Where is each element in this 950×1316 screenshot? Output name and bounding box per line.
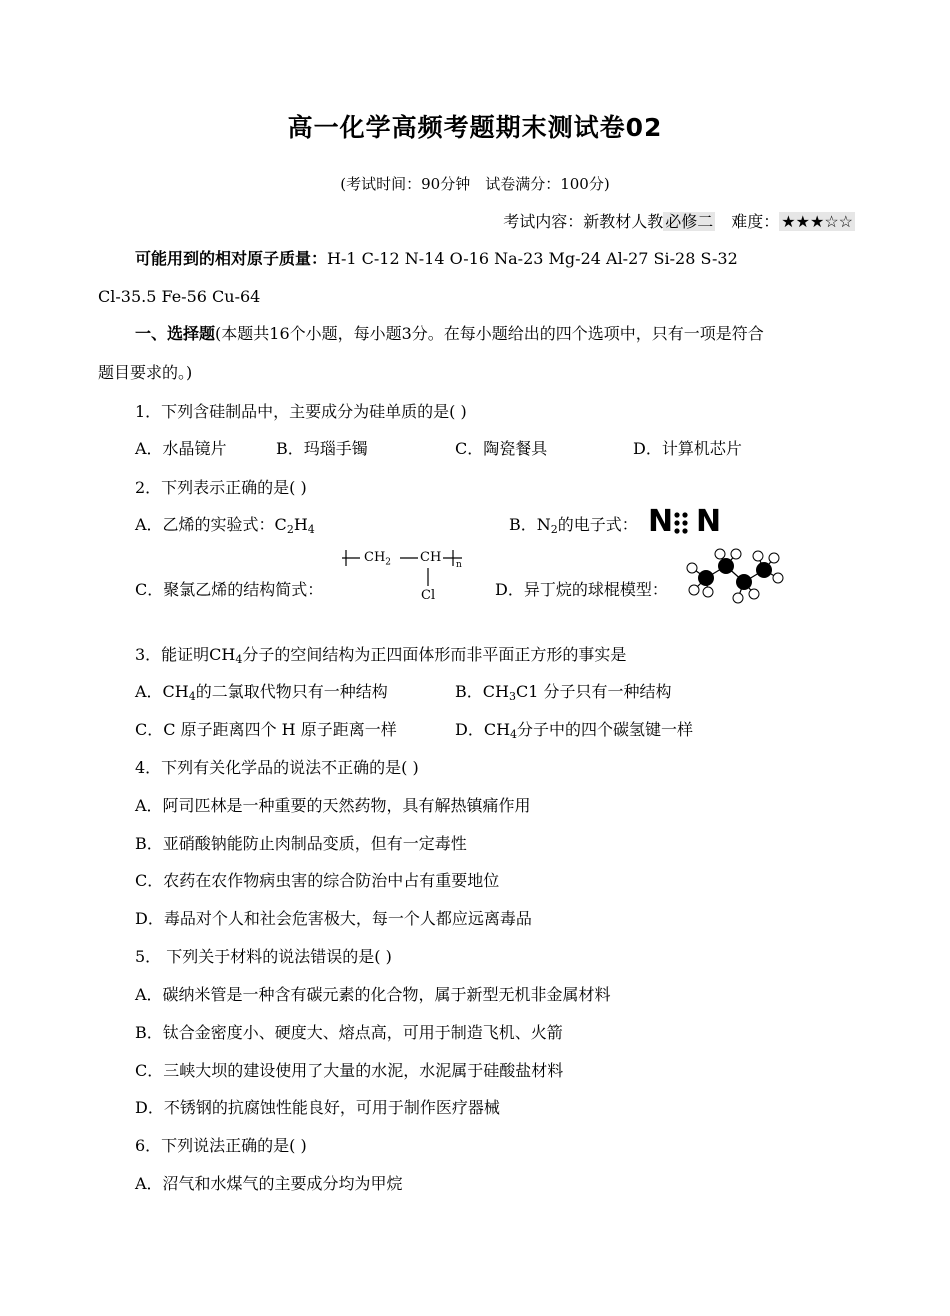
page-title: 高一化学高频考题期末测试卷02 (287, 113, 663, 142)
q5-stem: 5． 下列关于材料的说法错误的是( ) (135, 947, 392, 966)
q3-option-a: A．$CH_4$的二氯取代物只有一种结构 (135, 682, 388, 703)
q6-stem: 6．下列说法正确的是( ) (135, 1136, 307, 1155)
content-shaded: 必修二 (665, 212, 714, 231)
content-label: 考试内容：新教材人教 (503, 212, 664, 231)
q5-option-a: A．碳纳米管是一种含有碳元素的化合物，属于新型无机非金属材料 (135, 985, 611, 1004)
q5-option-b: B．钛合金密度小、硬度大、熔点高，可用于制造飞机、火箭 (135, 1023, 563, 1042)
atomic-mass-values: H-1 C-12 N-14 O-16 Na-23 Mg-24 Al-27 Si-28 S-32 (327, 249, 738, 268)
q4-option-a: A．阿司匹林是一种重要的天然药物，具有解热镇痛作用 (135, 796, 531, 815)
n-atom-left: N (648, 504, 674, 539)
pvc-structure (340, 546, 470, 608)
q2-option-a: A．乙烯的实验式：$C_2H_4$ (135, 515, 315, 536)
q4-stem: 4．下列有关化学品的说法不正确的是( ) (135, 758, 419, 777)
q1-option-d: D．计算机芯片 (633, 439, 742, 458)
q4-option-b: B．亚硝酸钠能防止肉制品变质，但有一定毒性 (135, 834, 467, 853)
atomic-mass-line1 (135, 247, 855, 271)
q1-option-b: B．玛瑙手镯 (276, 439, 368, 458)
q5-option-d: D．不锈钢的抗腐蚀性能良好，可用于制作医疗器械 (135, 1098, 500, 1117)
q1-option-c: C．陶瓷餐具 (455, 439, 548, 458)
exam-info: (考试时间：90分钟 试卷满分：100分) (340, 175, 610, 193)
q2-stem: 2．下列表示正确的是( ) (135, 478, 307, 497)
n-atom-right: N (696, 504, 722, 539)
pvc-n: n (456, 560, 462, 570)
q4-option-d: D．毒品对个人和社会危害极大，每一个人都应远离毒品 (135, 909, 532, 928)
atomic-mass-label: 可能用到的相对原子质量： (135, 249, 328, 268)
q3-stem: 3．能证明$CH_4$分子的空间结构为正四面体形而非平面正方形的事实是 (135, 645, 627, 666)
q6-option-a: A．沼气和水煤气的主要成分均为甲烷 (135, 1174, 403, 1193)
pvc-ch2: $CH_2$ (364, 550, 392, 568)
q2-option-d: D．异丁烷的球棍模型： (495, 580, 668, 599)
q3-option-b: B．$CH_3C1$ 分子只有一种结构 (455, 682, 672, 703)
q3-option-d: D．$CH_4$分子中的四个碳氢键一样 (455, 720, 694, 741)
pvc-bonds-icon (340, 546, 470, 608)
difficulty-label: 难度： (731, 212, 780, 231)
electron-dots-icon (672, 510, 692, 536)
q4-option-c: C．农药在农作物病虫害的综合防治中占有重要地位 (135, 871, 500, 890)
atomic-mass-line2: Cl-35.5 Fe-56 Cu-64 (98, 287, 261, 306)
q5-option-c: C．三峡大坝的建设使用了大量的水泥，水泥属于硅酸盐材料 (135, 1061, 564, 1080)
section1-desc-cont: 题目要求的。) (98, 363, 193, 382)
difficulty-stars: ★★★☆☆ (781, 212, 853, 231)
pvc-cl: Cl (421, 588, 436, 603)
q1-option-a: A．水晶镜片 (135, 439, 227, 458)
q2-option-b: B．$N_2$的电子式： (509, 515, 638, 536)
section1-header (135, 322, 855, 346)
isobutane-model-icon (684, 544, 788, 606)
q3-option-c: C．C 原子距离四个 H 原子距离一样 (135, 720, 397, 739)
content-difficulty-line (98, 210, 855, 234)
q2-option-c: C．聚氯乙烯的结构简式： (135, 580, 324, 599)
pvc-ch: CH (420, 550, 442, 565)
section1-desc: (本题共16个小题，每小题3分。在每小题给出的四个选项中，只有一项是符合 (215, 324, 764, 343)
section1-heading: 一、选择题 (135, 324, 216, 343)
q1-stem: 1．下列含硅制品中，主要成分为硅单质的是( ) (135, 402, 467, 421)
